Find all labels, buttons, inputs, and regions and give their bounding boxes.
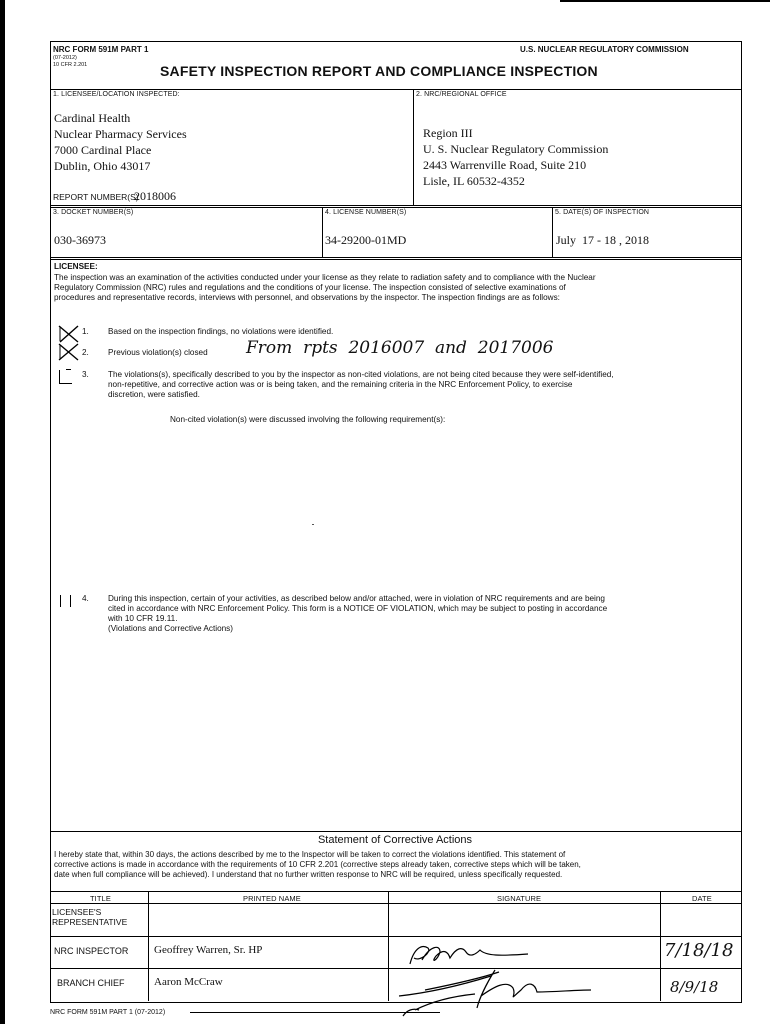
form-id: NRC FORM 591M PART 1 xyxy=(53,45,149,54)
intro-line: The inspection was an examination of the activities conducted under your license as they relate to radiation safety and to compliance with the Nuclear xyxy=(54,273,596,282)
inspection-intro xyxy=(54,273,738,303)
report-number: 2018006 xyxy=(134,189,176,203)
licensee-rep-title xyxy=(52,907,127,927)
branch-chief-date: 8/9/18 xyxy=(670,978,719,996)
licensee-location-label: 1. LICENSEE/LOCATION INSPECTED: xyxy=(53,91,180,98)
item3-number: 3. xyxy=(82,370,89,379)
item2-handwritten-reports: From rpts 2016007 and 2017006 xyxy=(246,338,554,358)
statement-title: Statement of Corrective Actions xyxy=(317,834,473,846)
item4-line: (Violations and Corrective Actions) xyxy=(108,624,233,633)
rep-title-line: REPRESENTATIVE xyxy=(52,917,128,927)
licensee-rep-date-field[interactable] xyxy=(662,905,738,933)
form-cfr: 10 CFR 2.201 xyxy=(53,62,88,68)
licensee-line: Nuclear Pharmacy Services xyxy=(54,127,187,141)
item4-line: with 10 CFR 19.11. xyxy=(108,614,178,623)
regional-office-address xyxy=(423,125,608,189)
col-date-header: DATE xyxy=(692,894,712,903)
item4-text xyxy=(108,594,607,634)
inspector-name: Geoffrey Warren, Sr. HP xyxy=(154,944,263,956)
agency-name: U.S. NUCLEAR REGULATORY COMMISSION xyxy=(520,45,689,54)
item4-line: cited in accordance with NRC Enforcement Policy. This form is a NOTICE OF VIOLATION, which may be subject to posting in accordance xyxy=(108,604,608,613)
licensee-line: Cardinal Health xyxy=(54,111,131,125)
statement-line: date when full compliance will be achieved). I understand that no further written response to NRC will be required, unless specifically requested. xyxy=(54,870,563,879)
statement-line: I hereby state that, within 30 days, the actions described by me to the Inspector will be taken to correct the violations identified. This statement of xyxy=(54,850,566,859)
office-line: 2443 Warrenville Road, Suite 210 xyxy=(423,158,587,172)
form-rev-date: (07-2012) xyxy=(53,55,77,61)
statement-line: corrective actions is made in accordance with the requirements of 10 CFR 2.201 (corrective steps already taken, corrective steps which will be taken, xyxy=(54,860,581,869)
office-line: Lisle, IL 60532-4352 xyxy=(423,174,525,188)
office-line: U. S. Nuclear Regulatory Commission xyxy=(423,142,609,156)
statement-text xyxy=(54,850,581,880)
item3-checkbox[interactable] xyxy=(59,370,72,384)
licensee-line: Dublin, Ohio 43017 xyxy=(54,159,151,173)
item3-text xyxy=(108,370,614,400)
item1-text: Based on the inspection findings, no violations were identified. xyxy=(108,327,334,336)
report-number-label: REPORT NUMBER(S) xyxy=(53,192,139,202)
docket-label: 3. DOCKET NUMBER(S) xyxy=(53,209,134,216)
regional-office-label: 2. NRC/REGIONAL OFFICE xyxy=(416,91,507,98)
noncited-violations-text: Non-cited violation(s) were discussed involving the following requirement(s): xyxy=(170,415,446,424)
branch-chief-name: Aaron McCraw xyxy=(154,976,223,988)
scan-dot xyxy=(312,524,314,525)
licensee-heading: LICENSEE: xyxy=(54,262,98,271)
inspector-title: NRC INSPECTOR xyxy=(54,946,129,956)
licensee-rep-name-field[interactable] xyxy=(150,905,386,933)
licensee-rep-signature-field[interactable] xyxy=(390,905,658,933)
col-signature-header: SIGNATURE xyxy=(497,894,542,903)
item3-checkbox-top xyxy=(66,369,71,370)
intro-line: procedures and representative records, interviews with personnel, and observations by the inspector. The inspection findings are as follows: xyxy=(54,293,560,302)
item1-number: 1. xyxy=(82,327,89,336)
branch-chief-signature xyxy=(395,966,595,1018)
rep-title-line: LICENSEE'S xyxy=(52,907,102,917)
col-printed-name-header: PRINTED NAME xyxy=(243,894,301,903)
branch-chief-title: BRANCH CHIEF xyxy=(57,978,125,988)
item2-checkbox-x[interactable] xyxy=(57,342,81,362)
form-title: SAFETY INSPECTION REPORT AND COMPLIANCE INSPECTION xyxy=(160,63,598,79)
item4-line: During this inspection, certain of your activities, as described below and/or attached, were in violation of NRC requirements and are being xyxy=(108,594,605,603)
item2-number: 2. xyxy=(82,348,89,357)
item4-number: 4. xyxy=(82,594,89,603)
inspection-date: July 17 - 18 , 2018 xyxy=(556,233,649,247)
office-line: Region III xyxy=(423,126,473,140)
item4-checkbox-left[interactable] xyxy=(60,595,61,607)
license-number-label: 4. LICENSE NUMBER(S) xyxy=(325,209,407,216)
item3-line: non-repetitive, and corrective action was or is being taken, and the remaining criteria in the NRC Enforcement Policy, to exercise xyxy=(108,380,573,389)
licensee-address xyxy=(54,110,187,174)
docket-number: 030-36973 xyxy=(54,233,106,247)
item3-line: The violations(s), specifically described to you by the inspector as non-cited violations, are not being cited because they were self-identified, xyxy=(108,370,614,379)
scan-mark-top xyxy=(560,0,770,2)
inspection-date-label: 5. DATE(S) OF INSPECTION xyxy=(555,209,650,216)
intro-line: Regulatory Commission (NRC) rules and regulations and the conditions of your license. The inspection consisted of selective examinations of xyxy=(54,283,566,292)
form-footer: NRC FORM 591M PART 1 (07-2012) xyxy=(50,1009,166,1016)
item3-line: discretion, were satisfied. xyxy=(108,390,200,399)
item4-checkbox-right xyxy=(70,595,71,607)
license-number: 34-29200-01MD xyxy=(325,233,407,247)
col-title-header: TITLE xyxy=(90,894,111,903)
item2-text: Previous violation(s) closed xyxy=(108,348,208,357)
item1-checkbox-x[interactable] xyxy=(58,325,80,343)
inspector-date: 7/18/18 xyxy=(664,940,734,961)
scan-edge-bar xyxy=(0,0,5,1024)
licensee-line: 7000 Cardinal Place xyxy=(54,143,152,157)
